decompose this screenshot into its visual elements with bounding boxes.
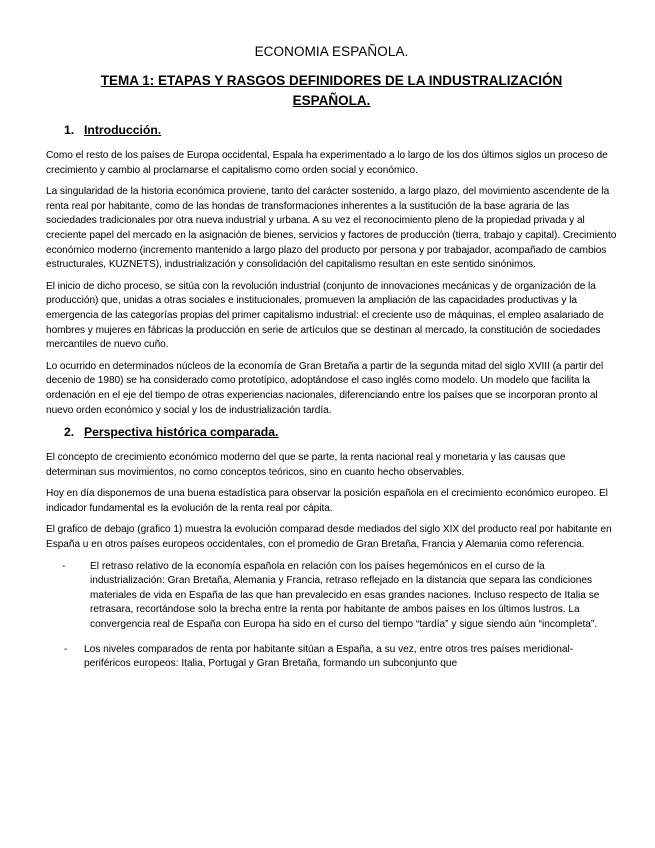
section-heading-perspectiva — [46, 425, 617, 439]
list-item-text: Los niveles comparados de renta por habitante sitúan a España, a su vez, entre otros tres países meridional-periféricos europeos: Italia, Portugal y Gran Bretaña, formando un subconjunto que — [84, 643, 574, 670]
paragraph: El concepto de crecimiento económico moderno del que se parte, la renta nacional real y monetaria y las causas que determinan sus movimientos, no como conceptos teóricos, sino en cuanto hecho observables. — [46, 452, 566, 478]
bullet-list — [46, 560, 617, 672]
section-heading-introduccion — [46, 123, 617, 137]
section-title: Perspectiva histórica comparada. — [84, 425, 279, 440]
tema-heading: TEMA 1: ETAPAS Y RASGOS DEFINIDORES DE LA INDUSTRALIZACIÓN ESPAÑOLA. — [100, 73, 563, 108]
paragraph: Como el resto de los países de Europa occidental, Espala ha experimentado a lo largo de los dos últimos siglos un proceso de crecimiento y cambio al proclamarse el capitalismo como orden social y económico. — [46, 150, 608, 176]
section-title: Introducción. — [84, 123, 162, 137]
paragraph: Hoy en día disponemos de una buena estadística para observar la posición española en el crecimiento económico europeo. El indicador fundamental es la evolución de la renta real por cápita. — [46, 488, 608, 514]
list-item-text: El retraso relativo de la economía española en relación con los países hegemónicos en el curso de la industrialización: Gran Bretaña, Alemania y Francia, retraso reflejado en la distancia que separa las condiciones materiales de vida en España de las que han prevalecido en esas grandes naciones. Incluso respecto de Italia se retrasara, recortándose solo la brecha entre la renta por habitante de ambos países en los últimos lustros. La convergencia real de España con Europa ha sido en el curso del tiempo “tardía” y sigue siendo aún “incompleta”. — [90, 560, 600, 631]
document-title: ECONOMIA ESPAÑOLA. — [254, 44, 409, 59]
bullet-dash: - — [64, 643, 68, 655]
paragraph: La singularidad de la historia económica proviene, tanto del carácter sostenido, a largo plazo, del movimiento ascendente de la renta real por habitante, como de las hondas de transformaciones inherentes a la sustitución de la base agraria de las sociedades tradicionales por otra nueva industrial y urbana. A su vez el reconocimiento pleno de la propiedad privada y al creciente papel del mercado en la asignación de bienes, servicios y factores de producción (tierra, trabajo y capital). Crecimiento económico moderno (incremento mantenido a largo plazo del producto por persona y por trabajador, acompañado de cambios estructurales, KUZNETS), industrialización y consolidación del capitalismo resultan en este sentido sinónimos. — [46, 186, 617, 271]
paragraph: El grafico de debajo (grafico 1) muestra la evolución comparad desde mediados del siglo XIX del producto real por habitante en España u en otros países europeos occidentales, con el promedio de Gran Bretaña, Francia y Alemania como referencia. — [46, 524, 612, 551]
list-item — [46, 560, 617, 633]
paragraph: Lo ocurrido en determinados núcleos de la economía de Gran Bretaña a partir de la segunda mitad del siglo XVIII (a partir del decenio de 1980) se ha considerado como prototípico, adoptándose el caso inglés como modelo. Un modelo que facilita la ordenación en el eje del tiempo de otras experiencias nacionales, diferenciando entre los países que se incorporan pronto al nuevo orden económico y social y los de industrialización tardía. — [46, 360, 604, 416]
section-number: 2. — [64, 425, 75, 440]
bullet-dash: - — [62, 560, 66, 572]
section-number: 1. — [64, 123, 75, 137]
list-item — [46, 643, 617, 672]
paragraph: El inicio de dicho proceso, se sitúa con la revolución industrial (conjunto de innovaciones mecánicas y de organización de la producción) que, unidas a otras sociales e institucionales, promueven la ampliación de las capacidades productivas y la emergencia de las categorías propias del primer capitalismo industrial: el creciente uso de máquinas, el empleo asalariado de hombres y mujeres en fábricas la producción en serie de artículos que se destinan al mercado, la constitución de sociedades mercantiles de nuevo cuño. — [46, 280, 604, 351]
